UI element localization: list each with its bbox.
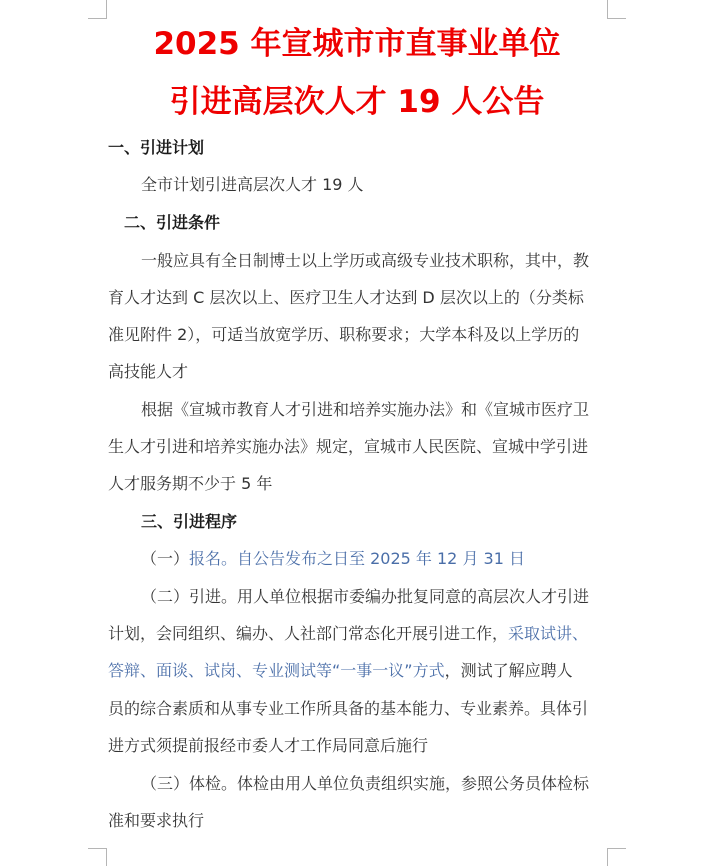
conditions-p1-line-1: 一般应具有全日制博士以上学历或高级专业技术职称，其中，教: [141, 251, 590, 270]
conditions-p2-line-1: 根据《宣城市教育人才引进和培养实施办法》和《宣城市医疗卫: [141, 400, 590, 419]
procedure-item-2-line-3: [108, 660, 573, 682]
procedure-item-2-line-2-highlight: 采取试讲、: [508, 624, 589, 643]
page-corner-mark-top-left: [88, 0, 107, 19]
plan-text: 全市计划引进高层次人才 19 人: [141, 175, 364, 194]
conditions-p1-line-2: 育人才达到 C 层次以上、医疗卫生人才达到 D 层次以上的（分类标: [108, 288, 584, 307]
section-heading-plan: 一、引进计划: [108, 138, 205, 157]
page-corner-mark-bottom-right: [607, 848, 626, 866]
procedure-item-2-line-1: （二）引进。用人单位根据市委编办批复同意的高层次人才引进: [141, 587, 590, 606]
procedure-item-3-line-2: 准和要求执行: [108, 811, 205, 830]
conditions-p2-line-3: 人才服务期不少于 5 年: [108, 474, 273, 493]
page-corner-mark-bottom-left: [88, 848, 107, 866]
page-corner-mark-top-right: [607, 0, 626, 19]
conditions-p1-line-4: 高技能人才: [108, 362, 189, 381]
procedure-item-2-line-4: 员的综合素质和从事专业工作所具备的基本能力、专业素养。具体引: [108, 699, 589, 718]
conditions-p2-line-2: 生人才引进和培养实施办法》规定，宣城市人民医院、宣城中学引进: [108, 437, 589, 456]
procedure-item-1: [141, 548, 525, 570]
procedure-item-2-line-5: 进方式须提前报经市委人才工作局同意后施行: [108, 736, 429, 755]
procedure-item-3-line-1: （三）体检。体检由用人单位负责组织实施，参照公务员体检标: [141, 774, 590, 793]
procedure-item-2-line-2-text: 计划，会同组织、编办、人社部门常态化开展引进工作，: [108, 624, 509, 643]
section-heading-procedure: 三、引进程序: [141, 512, 238, 531]
document-title-line-1: 2025 年宣城市市直事业单位: [153, 26, 561, 62]
procedure-item-2-line-3-highlight: 答辩、面谈、试岗、专业测试等“一事一议”方式: [108, 661, 445, 680]
procedure-item-2-line-2: [108, 623, 588, 645]
procedure-item-2-line-3-text: ，测试了解应聘人: [444, 661, 573, 680]
conditions-p1-line-3: 准见附件 2），可适当放宽学历、职称要求；大学本科及以上学历的: [108, 325, 580, 344]
document-title-line-2: 引进高层次人才 19 人公告: [169, 84, 545, 120]
section-heading-conditions: 二、引进条件: [124, 213, 221, 232]
procedure-item-1-prefix: （一）: [141, 549, 190, 568]
procedure-item-1-text: 报名。自公告发布之日至 2025 年 12 月 31 日: [189, 549, 525, 568]
